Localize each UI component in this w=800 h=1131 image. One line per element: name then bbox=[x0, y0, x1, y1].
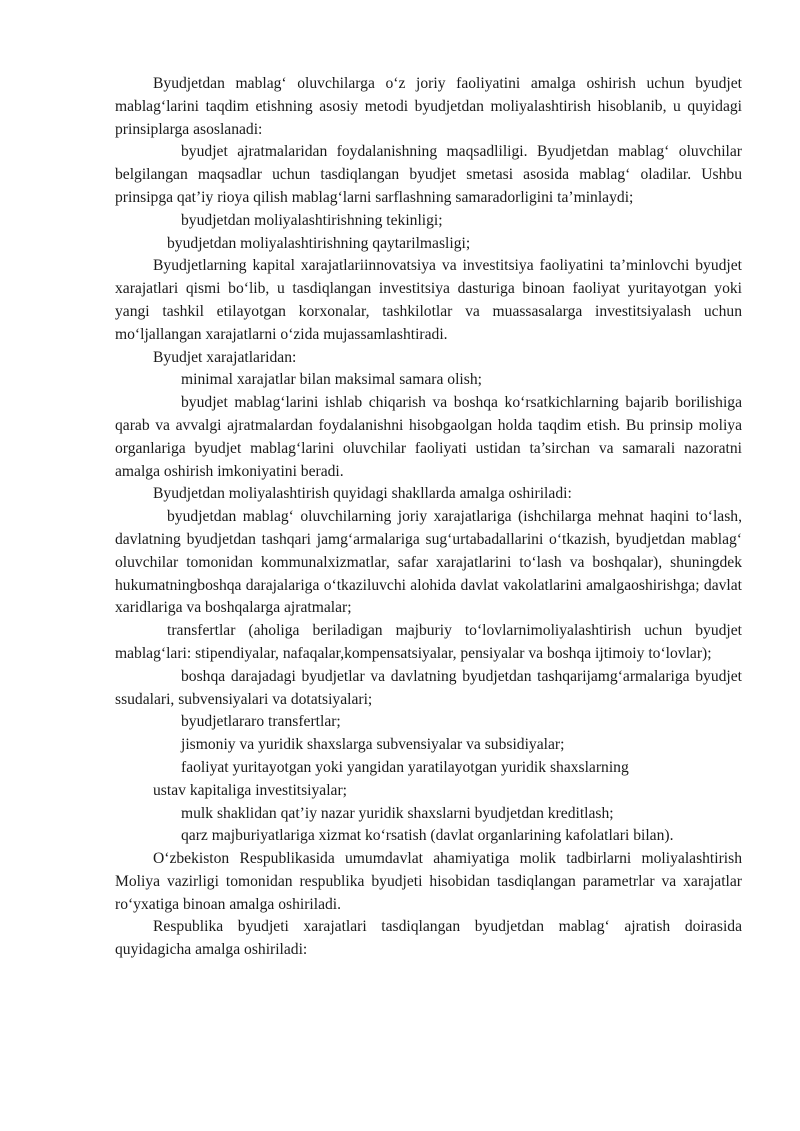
paragraph-interbudget-transfers: byudjetlararo transfertlar; bbox=[181, 713, 341, 731]
paragraph-capital-expenses: Byudjetlarning kapital xarajatlariinnovatsiya va investitsiya faoliyatini ta’minlovchi byudjet xarajatlari qismi bo‘lib, u tasdiqlangan investitsiya dasturiga binoan faoliyat yuritayotgan yoki yangi tashkil etilayotgan korxonalar, tashkilotlar va muassasalarga investitsiyalash uchun mo‘ljallangan xarajatlarni o‘zida mujassamlashtiradi. bbox=[115, 257, 742, 343]
paragraph-provision-principle: byudjet mablag‘larini ishlab chiqarish va boshqa ko‘rsatkichlarning bajarib borilishiga qarab va avvalgi ajratmalardan foydalanishni hisobgaolgan holda taqdim etish. Bu prinsip moliya organlariga byudjet mablag‘larini oluvchilar faoliyati ustidan ta’sirchan va samarali nazoratni amalga oshirish imkoniyatini beradi. bbox=[115, 394, 742, 480]
document-page bbox=[115, 73, 742, 962]
paragraph-principle-targeted: byudjet ajratmalaridan foydalanishning maqsadliligi. Byudjetdan mablag‘ oluvchilar belgilangan maqsadlar uchun tasdiqlangan byudjet smetasi asosida mablag‘ oladilar. Ushbu prinsipga qat’iy rioya qilish mablag‘larni sarflashning samaradorligini ta’minlaydi; bbox=[115, 143, 742, 206]
paragraph-uzbekistan-financing: O‘zbekiston Respublikasida umumdavlat ahamiyatiga molik tadbirlarni moliyalashtirish Moliya vazirligi tomonidan respublika byudjeti hisobidan tasdiqlangan parametrlar va xarajatlar ro‘yxatiga binoan amalga oshiriladi. bbox=[115, 850, 742, 913]
paragraph-crediting: mulk shaklidan qat’iy nazar yuridik shaxslarni byudjetdan kreditlash; bbox=[181, 804, 614, 822]
paragraph-charter-capital: ustav kapitaliga investitsiyalar; bbox=[153, 781, 348, 799]
paragraph-intro: Byudjetdan mablag‘ oluvchilarga o‘z joriy faoliyatini amalga oshirish uchun byudjet mablag‘larini taqdim etishning asosiy metodi byudjetdan moliyalashtirish hisoblanib, u quyidagi prinsiplarga asoslanadi: bbox=[115, 75, 742, 138]
paragraph-legal-entities: faoliyat yuritayotgan yoki yangidan yaratilayotgan yuridik shaxslarning bbox=[181, 758, 629, 776]
paragraph-republic-budget: Respublika byudjeti xarajatlari tasdiqlangan byudjetdan mablag‘ ajratish doirasida quyidagicha amalga oshiriladi: bbox=[115, 918, 742, 959]
paragraph-principle-free: byudjetdan moliyalashtirishning tekinligi; bbox=[181, 211, 443, 229]
paragraph-financing-forms-heading: Byudjetdan moliyalashtirish quyidagi shakllarda amalga oshiriladi: bbox=[153, 485, 572, 503]
paragraph-minimal-costs: minimal xarajatlar bilan maksimal samara olish; bbox=[181, 371, 482, 389]
paragraph-budget-expenses-heading: Byudjet xarajatlaridan: bbox=[153, 348, 297, 366]
paragraph-transfers: transfertlar (aholiga beriladigan majburiy to‘lovlarnimoliyalashtirish uchun byudjet mablag‘lari: stipendiyalar, nafaqalar,kompensatsiyalar, pensiyalar va boshqa ijtimoiy to‘lovlar); bbox=[115, 622, 742, 662]
paragraph-debt-service: qarz majburiyatlariga xizmat ko‘rsatish (davlat organlarining kafolatlari bilan). bbox=[181, 827, 674, 845]
paragraph-subventions: jismoniy va yuridik shaxslarga subvensiyalar va subsidiyalar; bbox=[181, 736, 565, 754]
paragraph-current-expenses: byudjetdan mablag‘ oluvchilarning joriy xarajatlariga (ishchilarga mehnat haqini to‘lash, davlatning byudjetdan tashqari jamg‘armalariga sug‘urtabadallarini o‘tkazish, byudjetdan mablag‘ oluvchilar tomonidan kommunalxizmatlar, safar xarajatlarini to‘lash va boshqalar), shuningdek hukumatningboshqa darajalariga o‘tkaziluvchi alohida davlat vakolatlarini amalgaoshirishga; davlat xaridlariga va boshqalarga ajratmalar; bbox=[115, 508, 742, 617]
paragraph-principle-nonreturnable: byudjetdan moliyalashtirishning qaytarilmasligi; bbox=[167, 234, 471, 252]
paragraph-budget-loans: boshqa darajadagi byudjetlar va davlatning byudjetdan tashqarijamg‘armalariga byudjet ssudalari, subvensiyalari va dotatsiyalari; bbox=[115, 667, 742, 708]
